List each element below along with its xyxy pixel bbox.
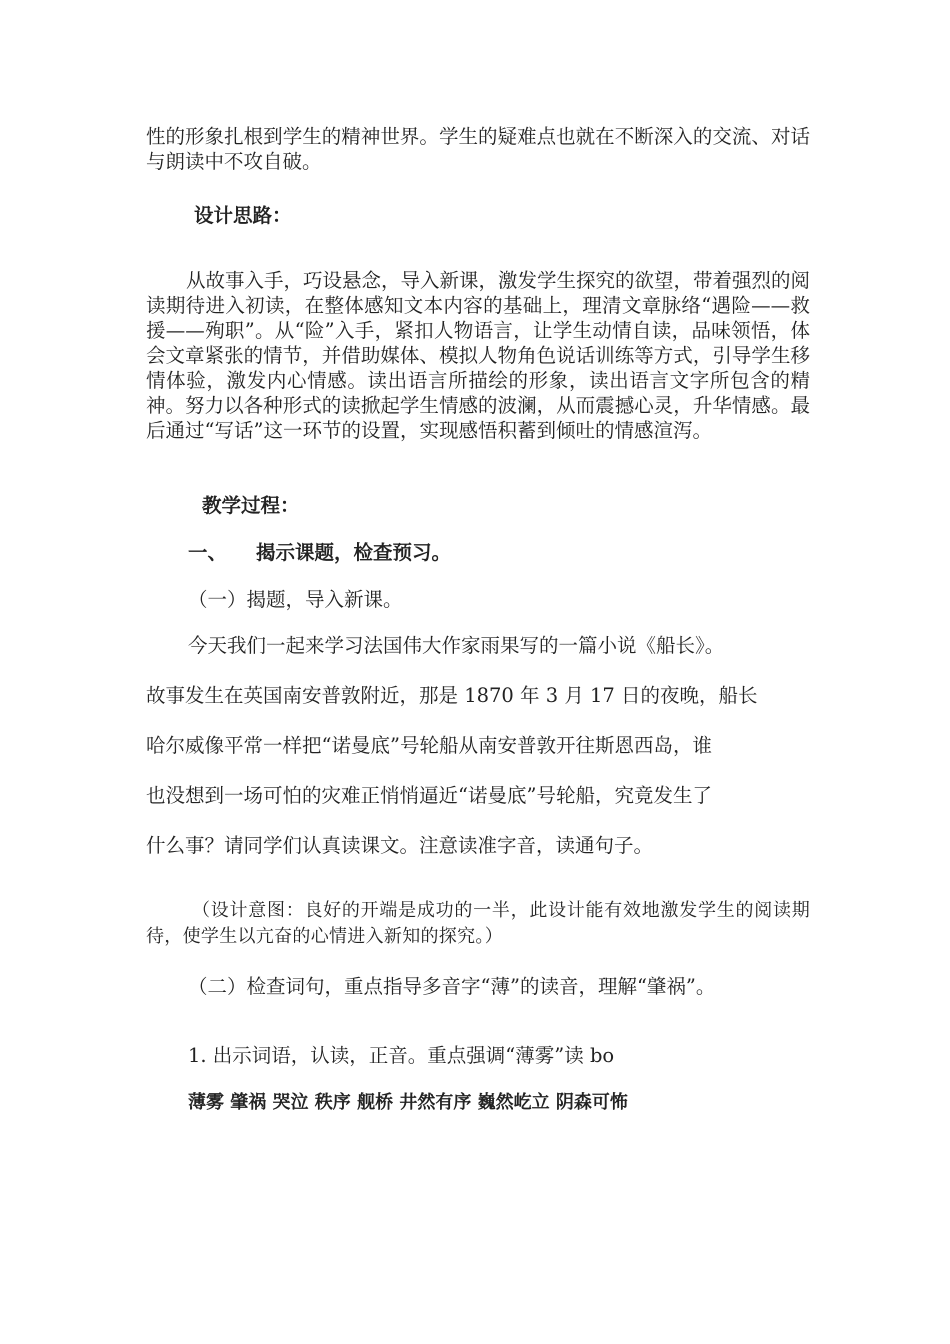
teaching-process-heading: 教学过程： — [202, 494, 300, 517]
section-number: 一、 — [188, 541, 228, 564]
story-line: 哈尔威像平常一样把“诺曼底”号轮船从南安普敦开往斯恩西岛，谁 — [146, 734, 712, 757]
story-line: 什么事？请同学们认真读课文。注意读准字音，读通句子。 — [146, 834, 654, 857]
subsection-1: （一）揭题，导入新课。 — [188, 588, 403, 611]
design-idea-body: 从故事入手，巧设悬念，导入新课，激发学生探究的欲望，带着强烈的阅读期待进入初读，在整体感知文本内容的基础上，理清文章脉络“遇险——救援——殉职”。从“险”入手，紧扣人物语言，让学生动情自读，品味领悟，体会文章紧张的情节，并借助媒体、模拟人物角色说话训练等方式，引导学生移情体验，激发内心情感。读出语言所描绘的形象，读出语言文字所包含的精神。努力以各种形式的读掀起学生情感的波澜，从而震撼心灵，升华情感。最后通过“写话”这一环节的设置，实现感悟积蓄到倾吐的情感渲泻。 — [146, 269, 811, 442]
vocabulary-list: 薄雾 肇祸 哭泣 秩序 舰桥 井然有序 巍然屹立 阴森可怖 — [188, 1092, 628, 1113]
design-idea-heading: 设计思路： — [194, 204, 292, 227]
story-line: 故事发生在英国南安普敦附近，那是 1870 年 3 月 17 日的夜晚，船长 — [146, 684, 758, 707]
story-line: 今天我们一起来学习法国伟大作家雨果写的一篇小说《船长》。 — [188, 634, 725, 657]
subsection-2: （二）检查词句，重点指导多音字“薄”的读音，理解“肇祸”。 — [188, 975, 716, 998]
story-line: 也没想到一场可怕的灾难正悄悄逼近“诺曼底”号轮船，究竟发生了 — [146, 784, 712, 807]
step-1: 1. 出示词语，认读，正音。重点强调“薄雾”读 bo — [188, 1044, 615, 1067]
design-intent-note: （设计意图：良好的开端是成功的一半，此设计能有效地激发学生的阅读期待，使学生以亢奋的心情进入新知的探究。） — [146, 900, 810, 947]
section-title: 揭示课题，检查预习。 — [256, 541, 452, 564]
intro-paragraph: 性的形象扎根到学生的精神世界。学生的疑难点也就在不断深入的交流、对话与朗读中不攻自破。 — [146, 125, 810, 173]
